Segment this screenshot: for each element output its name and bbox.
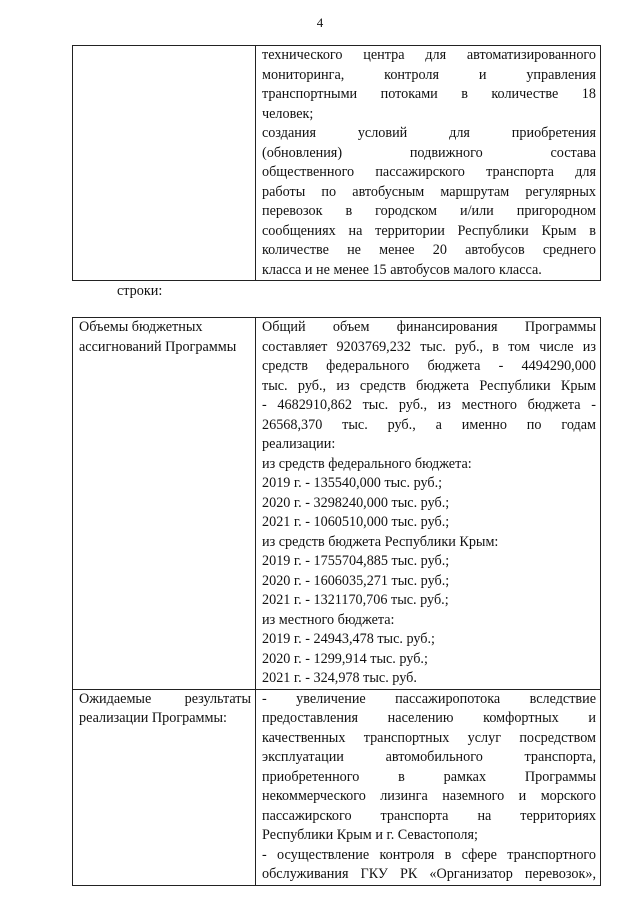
budget-value-cell [256, 318, 601, 690]
text-line: 2021 г. - 1321170,706 тыс. руб.; [262, 592, 449, 608]
results-value-cell [256, 689, 601, 885]
text-line: приобретенного в рамках Программы [262, 768, 596, 785]
text-line: Республики Крым и г. Севастополя; [262, 827, 478, 843]
program-passport-table [72, 317, 601, 886]
table1-left-cell [73, 46, 256, 281]
text-line: обслуживания ГКУ РК «Организатор перевозок», [262, 866, 596, 882]
continuation-table [72, 45, 601, 281]
text-line: (обновления) подвижного состава [262, 144, 596, 161]
text-line: 2021 г. - 324,978 тыс. руб. [262, 670, 417, 686]
text-line: 2019 г. - 135540,000 тыс. руб.; [262, 475, 443, 491]
table-row [73, 318, 601, 690]
budget-label-cell [73, 318, 256, 690]
text-line: средств федерального бюджета - 4494290,000 [262, 358, 596, 374]
text-line: общественного пассажирского транспорта для [262, 164, 596, 180]
text-line: - увеличение пассажиропотока вследствие [262, 690, 596, 707]
text-line: перевозок в городском и/или пригородном [262, 203, 596, 219]
text-line: тыс. руб., из средств бюджета Республики Крым [262, 377, 596, 394]
text-line: транспортными потоками в количестве 18 [262, 86, 596, 102]
table1-right-cell [256, 46, 601, 281]
text-line: 2019 г. - 24943,478 тыс. руб.; [262, 631, 435, 647]
page-number: 4 [316, 15, 324, 30]
text-line: реализации Программы: [79, 710, 227, 726]
text-line: создания условий для приобретения [262, 125, 596, 141]
table-row [73, 689, 601, 885]
text-line: качественных транспортных услуг посредством [262, 729, 596, 746]
text-line: из средств бюджета Республики Крым: [262, 533, 499, 550]
text-line: эксплуатации автомобильного транспорта, [262, 749, 596, 765]
text-line: 2020 г. - 1606035,271 тыс. руб.; [262, 572, 450, 589]
results-label-cell [73, 689, 256, 885]
text-line: человек; [262, 105, 314, 122]
text-line: 2020 г. - 1299,914 тыс. руб.; [262, 650, 428, 667]
text-line: из средств федерального бюджета: [262, 455, 472, 472]
text-line: составляет 9203769,232 тыс. руб., в том числе из [262, 338, 596, 355]
text-line: мониторинга, контроля и управления [262, 66, 596, 83]
text-line: Общий объем финансирования Программы [262, 319, 596, 335]
text-line: некоммерческого лизинга наземного и морского [262, 788, 596, 804]
text-line: количестве не менее 20 автобусов среднего [262, 242, 596, 258]
text-line: Объемы бюджетных [79, 319, 203, 335]
text-line: пассажирского транспорта на территориях [262, 807, 596, 824]
text-line: 2020 г. - 3298240,000 тыс. руб.; [262, 494, 450, 511]
section-label: строки: [117, 283, 163, 299]
text-line: 2021 г. - 1060510,000 тыс. руб.; [262, 514, 450, 530]
text-line: ассигнований Программы [79, 338, 237, 355]
text-line: работы по автобусным маршрутам регулярных [262, 183, 596, 200]
text-line: 26568,370 тыс. руб., а именно по годам [262, 416, 596, 433]
text-line: - 4682910,862 тыс. руб., из местного бюджета - [262, 397, 596, 413]
text-line: технического центра для автоматизированного [262, 47, 596, 63]
table-row [73, 46, 601, 281]
text-line: предоставления населению комфортных и [262, 710, 596, 726]
text-line: класса и не менее 15 автобусов малого класса. [262, 261, 542, 278]
text-line: - осуществление контроля в сфере транспортного [262, 846, 596, 863]
text-line: реализации: [262, 436, 336, 452]
text-line: 2019 г. - 1755704,885 тыс. руб.; [262, 553, 450, 569]
text-line: сообщениях на территории Республики Крым в [262, 222, 596, 239]
text-line: Ожидаемые результаты [79, 690, 251, 707]
text-line: из местного бюджета: [262, 611, 395, 628]
